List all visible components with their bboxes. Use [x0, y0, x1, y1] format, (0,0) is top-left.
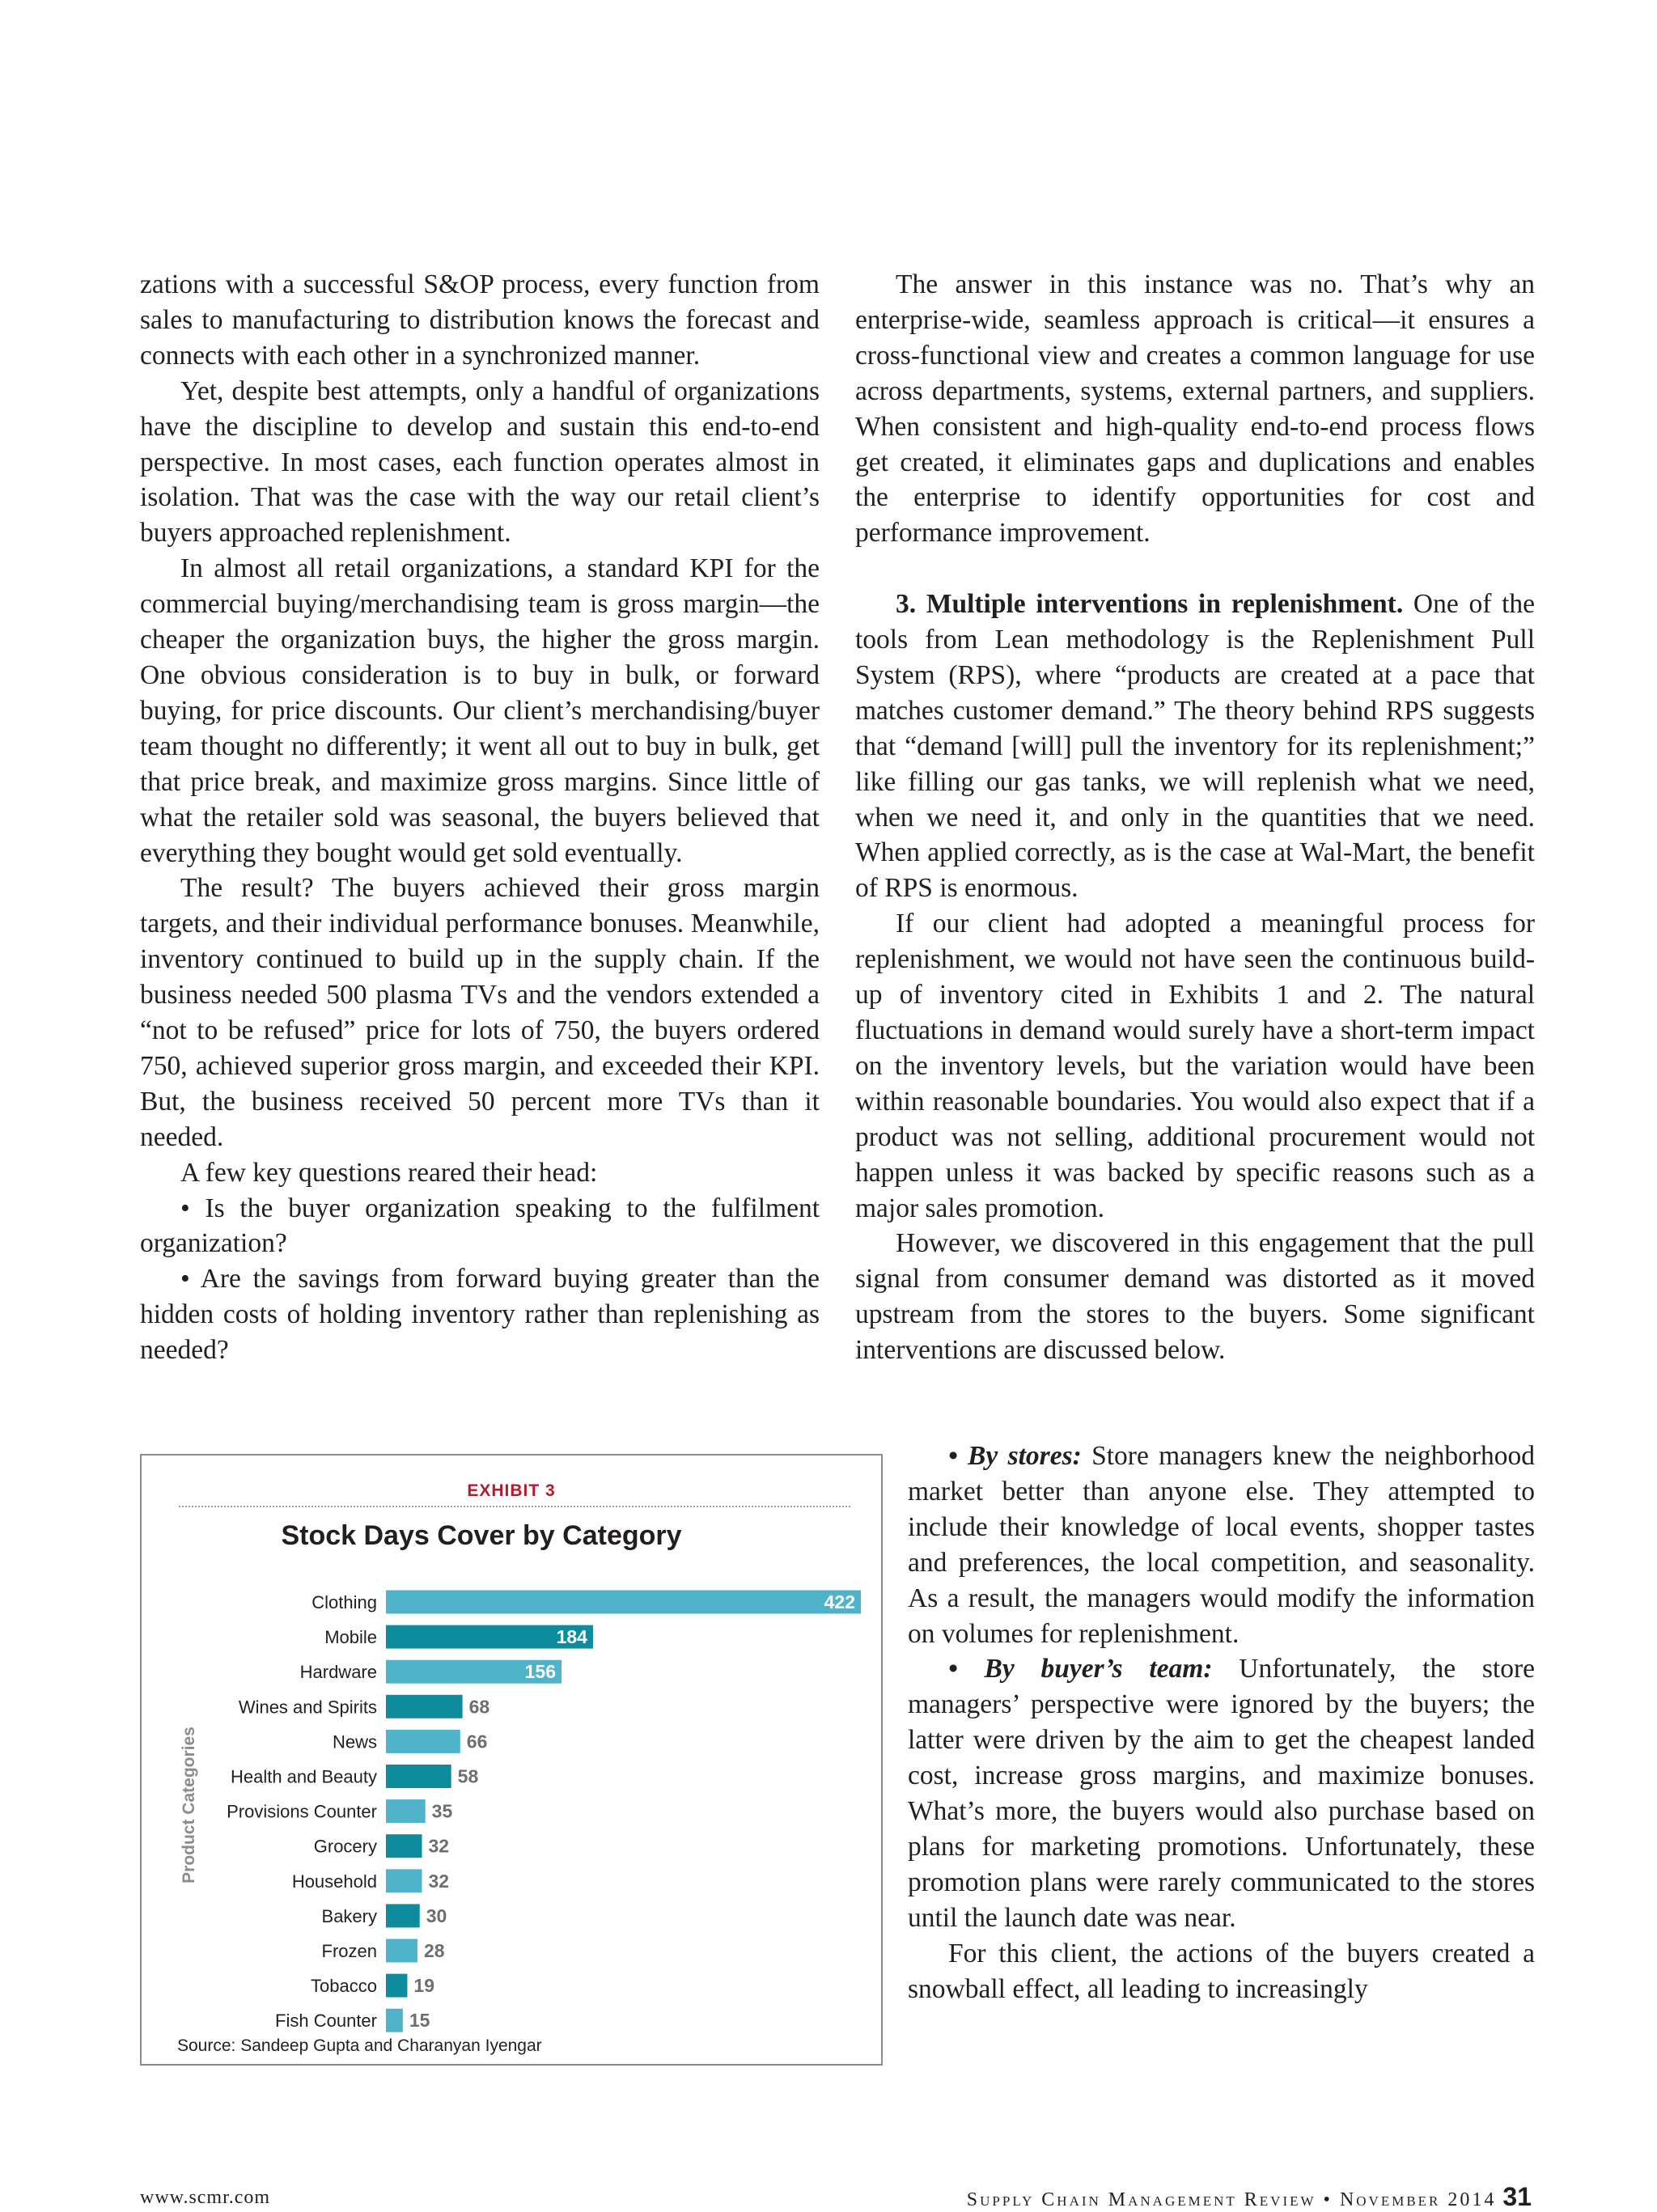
data-label: 35	[431, 1800, 453, 1822]
category-label: Mobile	[324, 1627, 377, 1648]
data-label: 66	[466, 1731, 488, 1752]
paragraph: Yet, despite best attempts, only a handful of organizations have the discipline to develop and sustain this end-to-end perspective. In most cases, each function operates almost in isolation. That was the case with the way our retail client’s buyers approached replenishment.	[140, 375, 820, 549]
category-label: News	[332, 1731, 377, 1752]
exhibit-label: EXHIBIT 3	[467, 1481, 556, 1500]
bullet-item: • Is the buyer organization speaking to the fulfilment organization?	[140, 1193, 820, 1259]
right-column-continued	[908, 1439, 1535, 2007]
bullet-item: • Are the savings from forward buying greater than the hidden costs of holding inventory rather than replenishing as needed?	[140, 1264, 820, 1366]
data-label: 184	[556, 1626, 587, 1648]
category-label: Household	[291, 1871, 377, 1892]
data-label: 32	[428, 1870, 450, 1892]
bar	[386, 1799, 426, 1823]
bullet-item	[908, 1651, 1535, 1935]
data-label: 15	[409, 2010, 430, 2032]
data-label: 28	[423, 1940, 445, 1961]
bullet-lead: • By buyer’s team:	[948, 1654, 1213, 1684]
bullet-text: Unfortunately, the store managers’ perspective were ignored by the buyers; the latter were driven by the aim to get the cheapest landed cost, increase gross margins, and maximize bonuses. What’s more, the buyers would also purchase based on plans for marketing promotions. Unfortunately, these promotion plans were rarely communicated to the stores until the launch date was near.	[908, 1654, 1535, 1933]
bar	[386, 2009, 403, 2032]
paragraph: However, we discovered in this engagement that the pull signal from consumer demand was distorted as it moved upstream from the stores to the buyers. Some significant interventions are discussed below.	[855, 1228, 1535, 1366]
category-label: Bakery	[321, 1905, 377, 1926]
bar	[386, 1834, 422, 1858]
bar	[386, 1939, 417, 1963]
bar	[386, 1904, 420, 1927]
paragraph-text: One of the tools from Lean methodology is the Replenishment Pull System (RPS), where “products are created at a pace that matches customer demand.” The theory behind RPS suggests that “demand [will] pull the inventory for its replenishment;” like filling our gas tanks, we will replenish what we need, when we need it, and only in the quantities that we need. When applied correctly, as is the case at Wal-Mart, the benefit of RPS is enormous.	[855, 589, 1535, 904]
bar-chart	[142, 1456, 881, 2064]
section-paragraph	[855, 587, 1535, 906]
data-label: 68	[468, 1696, 490, 1718]
bar	[386, 1730, 460, 1753]
y-axis-label: Product Categories	[180, 1727, 198, 1884]
chart-title: Stock Days Cover by Category	[281, 1520, 682, 1551]
category-label: Grocery	[313, 1836, 377, 1857]
bullet-item	[908, 1439, 1535, 1651]
paragraph: In almost all retail organizations, a standard KPI for the commercial buying/merchandising team is gross margin—the cheaper the organization buys, the higher the gross margin. One obvious consideration is to buy in bulk, or forward buying, for price discounts. Our client’s merchandising/buyer team thought no differently; it went all out to buy in bulk, get that price break, and maximize gross margins. Since little of what the retailer sold was seasonal, the buyers believed that everything they bought would get sold eventually.	[140, 553, 820, 868]
paragraph: zations with a successful S&OP process, every function from sales to manufacturing to distribution knows the forecast and connects with each other in a synchronized manner.	[140, 269, 820, 371]
exhibit-box	[140, 1454, 883, 2066]
data-label: 156	[524, 1661, 556, 1683]
paragraph: A few key questions reared their head:	[180, 1157, 598, 1188]
paragraph: If our client had adopted a meaningful process for replenishment, we would not have seen the continuous build-up of inventory cited in Exhibits 1 and 2. The natural fluctuations in demand would surely have a short-term impact on the inventory levels, but the variation would have been within reasonable boundaries. You would also expect that if a product was not selling, additional procurement would not happen unless it was backed by specific reasons such as a major sales promotion.	[855, 909, 1535, 1223]
data-label: 422	[824, 1591, 855, 1612]
category-label: Fish Counter	[275, 2011, 377, 2032]
category-label: Tobacco	[311, 1976, 377, 1997]
category-label: Clothing	[311, 1592, 377, 1612]
footer-journal: Supply Chain Management Review • November 2014	[966, 2189, 1497, 2210]
footer-journal-info	[967, 2182, 1532, 2212]
data-label: 58	[457, 1765, 479, 1787]
bar	[386, 1765, 451, 1788]
paragraph: The answer in this instance was no. That’s why an enterprise-wide, seamless approach is critical—it ensures a cross-functional view and creates a common language for use across departments, systems, external partners, and suppliers. When consistent and high-quality end-to-end process flows get created, it eliminates gaps and duplications and enables the enterprise to identify opportunities for cost and performance improvement.	[855, 269, 1535, 549]
paragraph: The result? The buyers achieved their gross margin targets, and their individual performance bonuses. Meanwhile, inventory continued to build up in the supply chain. If the business needed 500 plasma TVs and the vendors extended a “not to be refused” price for lots of 750, the buyers ordered 750, achieved superior gross margin, and exceeded their KPI. But, the business received 50 percent more TVs than it needed.	[140, 873, 820, 1152]
data-label: 30	[426, 1905, 447, 1926]
section-heading: 3. Multiple interventions in replenishment.	[896, 589, 1404, 620]
footer-website: www.scmr.com	[140, 2187, 271, 2208]
chart-source: Source: Sandeep Gupta and Charanyan Iyengar	[177, 2036, 542, 2055]
category-label: Hardware	[299, 1662, 377, 1683]
page-number: 31	[1502, 2182, 1532, 2211]
data-label: 19	[413, 1975, 435, 1997]
right-column	[855, 267, 1535, 1368]
left-column	[140, 267, 820, 1368]
category-label: Frozen	[321, 1941, 377, 1961]
bar	[386, 1974, 407, 1998]
data-label: 32	[428, 1835, 450, 1857]
bullet-text: Store managers knew the neighborhood market better than anyone else. They attempted to include their knowledge of local events, shopper tastes and preferences, the local competition, and seasonality. As a result, the managers would modify the information on volumes for replenishment.	[908, 1441, 1536, 1649]
category-label: Health and Beauty	[230, 1766, 377, 1787]
category-label: Provisions Counter	[227, 1801, 377, 1822]
bar	[386, 1591, 861, 1614]
bar	[386, 1869, 422, 1892]
bullet-lead: • By stores:	[948, 1441, 1082, 1471]
paragraph: For this client, the actions of the buyers created a snowball effect, all leading to increasingly	[908, 1938, 1535, 2004]
category-label: Wines and Spirits	[238, 1697, 377, 1718]
bar	[386, 1695, 463, 1718]
